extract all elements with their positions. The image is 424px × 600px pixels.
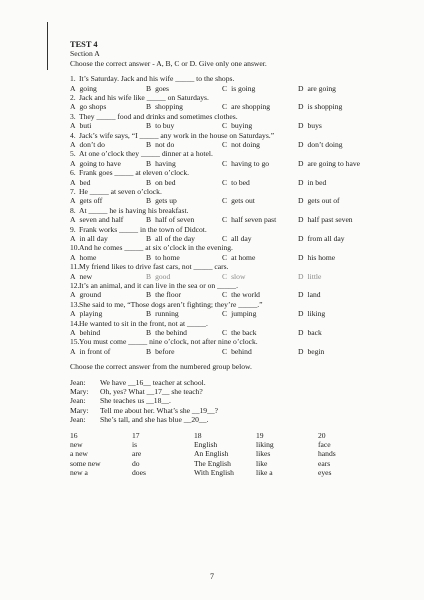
option-d[interactable] bbox=[298, 159, 360, 168]
option-text: ground bbox=[79, 290, 101, 300]
option-letter: A bbox=[70, 140, 76, 150]
option-text: buying bbox=[231, 121, 253, 131]
option-letter: C bbox=[222, 290, 228, 300]
option-text: seven and half bbox=[79, 215, 124, 225]
question-stem: He wanted to sit in the front, not at _____. bbox=[79, 318, 208, 328]
option-letter: B bbox=[146, 215, 152, 225]
option-letter: A bbox=[70, 234, 76, 243]
option-letter: B bbox=[146, 177, 152, 187]
option-letter: D bbox=[298, 83, 304, 93]
option-text: goes bbox=[155, 83, 169, 93]
group-choice[interactable]: new a bbox=[70, 468, 88, 478]
dialogue-speaker: Jean: bbox=[70, 415, 86, 425]
option-a[interactable] bbox=[70, 234, 108, 243]
option-letter: A bbox=[70, 271, 76, 281]
option-letter: B bbox=[146, 346, 152, 356]
group-choice[interactable]: With English bbox=[194, 468, 234, 478]
dialogue-speaker: Jean: bbox=[70, 377, 86, 387]
answer-options bbox=[70, 347, 400, 356]
option-a[interactable] bbox=[70, 215, 123, 224]
option-b[interactable] bbox=[146, 253, 180, 262]
question-text bbox=[70, 337, 400, 346]
option-b[interactable] bbox=[146, 272, 170, 281]
question-stem: And he comes _____ at six o’clock in the evening. bbox=[79, 243, 233, 253]
question-stem: Jack’s wife says, “I _____ any work in the house on Saturdays.” bbox=[79, 130, 275, 140]
question-text bbox=[70, 149, 400, 158]
answer-options bbox=[70, 102, 400, 111]
question-number: 10. bbox=[70, 243, 80, 253]
option-text: are shopping bbox=[231, 102, 271, 112]
instructions: Choose the correct answer - A, B, C or D. Give only one answer. bbox=[70, 58, 267, 68]
dialogue-line: She’s tall, and she has blue __20__. bbox=[100, 415, 209, 425]
option-d[interactable] bbox=[298, 196, 340, 205]
question-text bbox=[70, 262, 400, 271]
option-letter: D bbox=[298, 252, 304, 262]
question-stem: Jack and his wife like _____ on Saturdays. bbox=[79, 93, 209, 103]
option-letter: C bbox=[222, 102, 228, 112]
question-text bbox=[70, 74, 400, 83]
answer-options bbox=[70, 84, 400, 93]
dialogue-speaker: Jean: bbox=[70, 396, 86, 406]
option-c[interactable] bbox=[222, 159, 269, 168]
option-letter: B bbox=[146, 121, 152, 131]
option-c[interactable] bbox=[222, 290, 260, 299]
option-b[interactable] bbox=[146, 309, 179, 318]
question-stem: It’s an animal, and it can live in the sea or on _____. bbox=[79, 280, 239, 290]
question-number: 6. bbox=[70, 168, 76, 178]
option-text: home bbox=[79, 252, 97, 262]
group-choice[interactable]: some new bbox=[70, 458, 101, 468]
option-text: behind bbox=[231, 346, 252, 356]
option-d[interactable] bbox=[298, 178, 326, 187]
option-text: the back bbox=[231, 327, 257, 337]
option-b[interactable] bbox=[146, 140, 174, 149]
answer-groups bbox=[70, 431, 400, 478]
option-text: don’t do bbox=[79, 140, 105, 150]
question-number: 3. bbox=[70, 111, 76, 121]
option-text: slow bbox=[231, 271, 246, 281]
question-stem: They _____ food and drinks and sometimes clothes. bbox=[79, 111, 238, 121]
group-choice[interactable]: An English bbox=[194, 449, 229, 459]
group-choice-row bbox=[70, 468, 400, 477]
option-letter: A bbox=[70, 177, 76, 187]
option-text: going bbox=[79, 83, 97, 93]
option-c[interactable] bbox=[222, 215, 276, 224]
option-a[interactable] bbox=[70, 196, 102, 205]
option-letter: B bbox=[146, 140, 152, 150]
question-stem: He _____ at seven o’clock. bbox=[79, 187, 162, 196]
option-d[interactable] bbox=[298, 140, 343, 149]
group-choice[interactable]: hands bbox=[318, 449, 336, 459]
option-letter: A bbox=[70, 196, 76, 206]
option-letter: A bbox=[70, 158, 76, 168]
option-letter: D bbox=[298, 177, 304, 187]
option-text: buys bbox=[307, 121, 322, 131]
option-text: the floor bbox=[155, 290, 182, 300]
group-choice[interactable]: liking bbox=[256, 440, 274, 449]
option-text: gets out of bbox=[307, 196, 340, 206]
group-choice[interactable]: do bbox=[132, 458, 140, 468]
question-number: 8. bbox=[70, 205, 76, 215]
option-text: playing bbox=[79, 309, 103, 319]
option-c[interactable] bbox=[222, 102, 270, 111]
option-letter: B bbox=[146, 196, 152, 206]
group-choice-row bbox=[70, 440, 400, 449]
option-text: all day bbox=[231, 234, 252, 243]
option-b[interactable] bbox=[146, 215, 194, 224]
option-c[interactable] bbox=[222, 121, 252, 130]
option-a[interactable] bbox=[70, 347, 110, 356]
answer-options bbox=[70, 253, 400, 262]
option-d[interactable] bbox=[298, 272, 321, 281]
option-text: to bed bbox=[231, 177, 250, 187]
answer-options bbox=[70, 272, 400, 281]
option-letter: A bbox=[70, 346, 76, 356]
option-text: not do bbox=[155, 140, 175, 150]
answer-options bbox=[70, 290, 400, 299]
question-list bbox=[70, 74, 400, 356]
option-a[interactable] bbox=[70, 253, 96, 262]
answer-options bbox=[70, 159, 400, 168]
option-text: from all day bbox=[307, 234, 345, 243]
option-letter: B bbox=[146, 158, 152, 168]
option-letter: C bbox=[222, 196, 228, 206]
option-letter: C bbox=[222, 252, 228, 262]
answer-options bbox=[70, 178, 400, 187]
option-letter: D bbox=[298, 196, 304, 206]
option-text: half past seven bbox=[307, 215, 353, 225]
option-text: bed bbox=[79, 177, 91, 187]
option-text: to home bbox=[155, 252, 180, 262]
group-number: 16 bbox=[70, 430, 78, 440]
page-content bbox=[70, 40, 400, 478]
option-a[interactable] bbox=[70, 102, 106, 111]
option-letter: C bbox=[222, 346, 228, 356]
option-text: all of the day bbox=[155, 234, 195, 243]
option-c[interactable] bbox=[222, 178, 250, 187]
option-a[interactable] bbox=[70, 121, 91, 130]
option-letter: C bbox=[222, 327, 228, 337]
group-number: 19 bbox=[256, 430, 264, 440]
option-letter: A bbox=[70, 309, 76, 319]
option-text: the behind bbox=[155, 327, 187, 337]
question-text bbox=[70, 187, 400, 196]
answer-options bbox=[70, 309, 400, 318]
question-number: 2. bbox=[70, 93, 76, 103]
option-text: is shopping bbox=[307, 102, 343, 112]
page-number: 7 bbox=[210, 572, 214, 581]
option-c[interactable] bbox=[222, 272, 245, 281]
question-stem: Frank goes _____ at eleven o’clock. bbox=[79, 168, 190, 178]
option-c[interactable] bbox=[222, 84, 255, 93]
question-stem: Frank works _____ in the town of Didcot. bbox=[79, 224, 207, 234]
option-a[interactable] bbox=[70, 140, 105, 149]
option-letter: C bbox=[222, 215, 228, 225]
question-number: 1. bbox=[70, 74, 76, 84]
option-text: running bbox=[155, 309, 179, 319]
dialogue-line: Oh, yes? What __17__ she teach? bbox=[100, 386, 203, 396]
option-letter: D bbox=[298, 290, 304, 300]
question-text bbox=[70, 206, 400, 215]
option-letter: B bbox=[146, 327, 152, 337]
option-letter: C bbox=[222, 121, 228, 131]
option-a[interactable] bbox=[70, 309, 102, 318]
option-letter: B bbox=[146, 271, 152, 281]
group-choice[interactable]: is bbox=[132, 440, 138, 449]
option-b[interactable] bbox=[146, 159, 176, 168]
option-d[interactable] bbox=[298, 84, 336, 93]
option-text: his home bbox=[307, 252, 336, 262]
question-text bbox=[70, 168, 400, 177]
margin-mark bbox=[47, 22, 48, 70]
dialogue-line: She teaches us __18__. bbox=[100, 396, 171, 406]
option-c[interactable] bbox=[222, 196, 255, 205]
answer-options bbox=[70, 196, 400, 205]
option-b[interactable] bbox=[146, 328, 187, 337]
option-text: don’t doing bbox=[307, 140, 343, 150]
option-text: new bbox=[79, 271, 93, 281]
option-d[interactable] bbox=[298, 234, 345, 243]
option-text: little bbox=[307, 271, 322, 281]
group-choice[interactable]: eyes bbox=[318, 468, 332, 478]
option-letter: B bbox=[146, 234, 152, 243]
option-text: shopping bbox=[155, 102, 183, 112]
option-b[interactable] bbox=[146, 102, 183, 111]
option-c[interactable] bbox=[222, 253, 255, 262]
question-text bbox=[70, 281, 400, 290]
question-text bbox=[70, 112, 400, 121]
option-letter: D bbox=[298, 346, 304, 356]
test-title: TEST 4 bbox=[70, 40, 98, 49]
option-text: the world bbox=[231, 290, 260, 300]
question-text bbox=[70, 243, 400, 252]
option-letter: D bbox=[298, 121, 304, 131]
question-text bbox=[70, 225, 400, 234]
option-b[interactable] bbox=[146, 290, 181, 299]
question-number: 5. bbox=[70, 149, 76, 159]
option-text: good bbox=[155, 271, 171, 281]
group-choice[interactable]: face bbox=[318, 440, 331, 449]
question-number: 12. bbox=[70, 280, 80, 290]
option-d[interactable] bbox=[298, 347, 324, 356]
option-text: begin bbox=[307, 346, 325, 356]
option-c[interactable] bbox=[222, 309, 256, 318]
option-b[interactable] bbox=[146, 84, 169, 93]
option-text: back bbox=[307, 327, 322, 337]
group-choice-row bbox=[70, 459, 400, 468]
option-text: half seven past bbox=[231, 215, 277, 225]
option-letter: C bbox=[222, 309, 228, 319]
option-letter: C bbox=[222, 234, 228, 243]
option-text: in all day bbox=[79, 234, 108, 243]
option-d[interactable] bbox=[298, 309, 325, 318]
option-letter: B bbox=[146, 290, 152, 300]
option-letter: B bbox=[146, 102, 152, 112]
option-text: jumping bbox=[231, 309, 257, 319]
option-d[interactable] bbox=[298, 328, 322, 337]
option-text: on bed bbox=[155, 177, 176, 187]
option-a[interactable] bbox=[70, 328, 100, 337]
dialogue-line: We have __16__ teacher at school. bbox=[100, 377, 206, 387]
option-text: liking bbox=[307, 309, 326, 319]
option-d[interactable] bbox=[298, 121, 322, 130]
option-letter: D bbox=[298, 140, 304, 150]
group-choice[interactable]: are bbox=[132, 449, 142, 459]
option-c[interactable] bbox=[222, 234, 252, 243]
option-letter: C bbox=[222, 177, 228, 187]
group-choice[interactable]: The English bbox=[194, 458, 231, 468]
answer-options bbox=[70, 140, 400, 149]
option-letter: D bbox=[298, 158, 304, 168]
option-text: land bbox=[307, 290, 321, 300]
group-choice[interactable]: English bbox=[194, 440, 218, 449]
option-letter: D bbox=[298, 215, 304, 225]
option-b[interactable] bbox=[146, 347, 174, 356]
option-letter: D bbox=[298, 234, 304, 243]
question-number: 7. bbox=[70, 187, 76, 196]
option-text: behind bbox=[79, 327, 101, 337]
dialogue-speaker: Mary: bbox=[70, 386, 89, 396]
option-b[interactable] bbox=[146, 178, 176, 187]
section-label: Section A bbox=[70, 49, 100, 59]
option-text: buti bbox=[79, 121, 92, 131]
group-choice[interactable]: likes bbox=[256, 449, 271, 459]
option-text: having to go bbox=[231, 158, 270, 168]
question-number: 13. bbox=[70, 299, 80, 309]
option-letter: D bbox=[298, 271, 304, 281]
option-letter: C bbox=[222, 158, 228, 168]
option-letter: D bbox=[298, 309, 304, 319]
option-text: gets out bbox=[231, 196, 255, 206]
option-d[interactable] bbox=[298, 290, 321, 299]
option-text: to buy bbox=[155, 121, 175, 131]
option-text: at home bbox=[231, 252, 256, 262]
option-text: are going bbox=[307, 83, 336, 93]
question-number: 4. bbox=[70, 130, 76, 140]
question-stem: My friend likes to drive fast cars, not _____ cars. bbox=[79, 262, 229, 272]
group-choice[interactable]: ears bbox=[318, 458, 331, 468]
option-text: gets up bbox=[155, 196, 177, 206]
question-text bbox=[70, 93, 400, 102]
option-text: half of seven bbox=[155, 215, 195, 225]
question-text bbox=[70, 319, 400, 328]
option-letter: B bbox=[146, 252, 152, 262]
question-number: 9. bbox=[70, 224, 76, 234]
question-stem: You must come _____ nine o’clock, not after nine o’clock. bbox=[79, 337, 258, 347]
option-a[interactable] bbox=[70, 290, 101, 299]
question-stem: At one o’clock they _____ dinner at a hotel. bbox=[79, 149, 213, 159]
option-c[interactable] bbox=[222, 347, 252, 356]
option-letter: D bbox=[298, 102, 304, 112]
option-d[interactable] bbox=[298, 102, 342, 111]
option-letter: B bbox=[146, 309, 152, 319]
group-header-row bbox=[70, 431, 400, 440]
group-number: 20 bbox=[318, 430, 326, 440]
group-choice[interactable]: a new bbox=[70, 449, 88, 459]
option-text: having bbox=[155, 158, 176, 168]
question-text bbox=[70, 131, 400, 140]
section2-instructions: Choose the correct answer from the numbered group below. bbox=[70, 362, 252, 372]
option-a[interactable] bbox=[70, 272, 92, 281]
option-letter: A bbox=[70, 102, 76, 112]
answer-options bbox=[70, 215, 400, 224]
option-a[interactable] bbox=[70, 84, 97, 93]
option-b[interactable] bbox=[146, 234, 195, 243]
answer-options bbox=[70, 234, 400, 243]
option-letter: A bbox=[70, 327, 76, 337]
option-letter: C bbox=[222, 271, 228, 281]
question-number: 14. bbox=[70, 318, 80, 328]
dialogue-line: Tell me about her. What’s she __19__? bbox=[100, 405, 219, 415]
group-number: 17 bbox=[132, 430, 140, 440]
option-letter: A bbox=[70, 290, 76, 300]
question-number: 11. bbox=[70, 262, 80, 272]
option-b[interactable] bbox=[146, 196, 177, 205]
question-text bbox=[70, 300, 400, 309]
group-choice[interactable]: like a bbox=[256, 468, 273, 478]
group-choice[interactable]: like bbox=[256, 458, 268, 468]
option-letter: A bbox=[70, 121, 76, 131]
group-choice[interactable]: new bbox=[70, 440, 83, 449]
option-text: go shops bbox=[79, 102, 107, 112]
option-text: in front of bbox=[79, 346, 111, 356]
option-letter: D bbox=[298, 327, 304, 337]
option-c[interactable] bbox=[222, 328, 257, 337]
option-d[interactable] bbox=[298, 215, 353, 224]
option-letter: A bbox=[70, 252, 76, 262]
option-text: are going to have bbox=[307, 158, 360, 168]
answer-options bbox=[70, 121, 400, 130]
group-choice-row bbox=[70, 449, 400, 458]
option-a[interactable] bbox=[70, 159, 121, 168]
option-text: not doing bbox=[231, 140, 260, 150]
dialogue-speaker: Mary: bbox=[70, 405, 89, 415]
option-text: is going bbox=[231, 83, 256, 93]
option-text: gets off bbox=[79, 196, 103, 206]
option-letter: C bbox=[222, 140, 228, 150]
group-choice[interactable]: does bbox=[132, 468, 146, 478]
question-stem: She said to me, “Those dogs aren’t fighting; they’re _____.” bbox=[79, 299, 263, 309]
answer-options bbox=[70, 328, 400, 337]
question-stem: At _____ he is having his breakfast. bbox=[79, 205, 189, 215]
option-text: in bed bbox=[307, 177, 327, 187]
group-number: 18 bbox=[194, 430, 202, 440]
option-a[interactable] bbox=[70, 178, 90, 187]
option-d[interactable] bbox=[298, 253, 335, 262]
question-stem: It’s Saturday. Jack and his wife _____ to the shops. bbox=[79, 74, 235, 84]
option-letter: A bbox=[70, 83, 76, 93]
option-c[interactable] bbox=[222, 140, 260, 149]
option-letter: C bbox=[222, 83, 228, 93]
dialogue bbox=[70, 378, 400, 425]
option-letter: B bbox=[146, 83, 152, 93]
question-number: 15. bbox=[70, 337, 80, 347]
option-text: before bbox=[155, 346, 175, 356]
option-b[interactable] bbox=[146, 121, 174, 130]
option-letter: A bbox=[70, 215, 76, 225]
option-text: going to have bbox=[79, 158, 121, 168]
